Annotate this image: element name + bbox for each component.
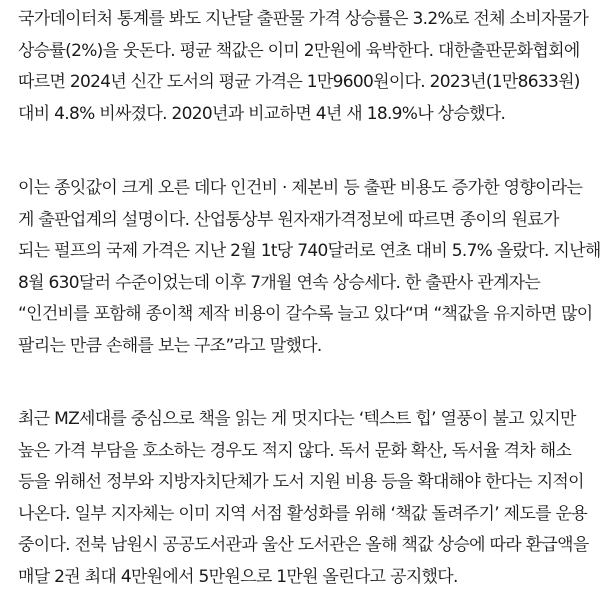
paragraph-line: 매달 2권 최대 4만원에서 5만원으로 1만원 올린다고 공지했다. — [18, 566, 458, 587]
paragraph-line: 8월 630달러 수준이었는데 이후 7개월 연속 상승세다. 한 출판사 관계자는 — [18, 272, 541, 293]
paragraph-line: 최근 MZ세대를 중심으로 책을 읽는 게 멋지다는 ‘텍스트 힙’ 열풍이 불고 있지만 — [18, 409, 576, 429]
paragraph-line: 이는 종잇값이 크게 오른 데다 인건비 · 제본비 등 출판 비용도 증가한 영향이라는 — [18, 178, 583, 198]
paragraph-line: “인건비를 포함해 종이책 제작 비용이 갈수록 늘고 있다“며 “책값을 유지하면 많이 — [18, 304, 593, 324]
paragraph-line: 높은 가격 부담을 호소하는 경우도 적지 않다. 독서 문화 확산, 독서율 격차 해소 — [18, 440, 572, 461]
paragraph-1 — [18, 4, 602, 130]
paragraph-3 — [18, 404, 602, 593]
paragraph-line: 따르면 2024년 신간 도서의 평균 가격은 1만9600원이다. 2023년(1만8633원) — [18, 72, 580, 92]
paragraph-line: 중이다. 전북 남원시 공공도서관과 울산 도서관은 올해 책값 상승에 따라 환급액을 — [18, 535, 589, 555]
paragraph-2 — [18, 173, 602, 362]
paragraph-line: 나온다. 일부 지자체는 이미 지역 서점 활성화를 위해 ‘책값 돌려주기’ 제도를 운용 — [18, 503, 587, 524]
paragraph-line: 국가데이터처 통계를 봐도 지난달 출판물 가격 상승률은 3.2%로 전체 소비자물가 — [18, 9, 589, 29]
paragraph-line: 게 출판업계의 설명이다. 산업통상부 원자재가격정보에 따르면 종이의 원료가 — [18, 209, 559, 230]
paragraph-line: 팔리는 만큼 손해를 보는 구조”라고 말했다. — [18, 335, 322, 356]
paragraph-line: 등을 위해선 정부와 지방자치단체가 도서 지원 비용 등을 확대해야 한다는 지적이 — [18, 472, 584, 492]
paragraph-line: 대비 4.8% 비싸졌다. 2020년과 비교하면 4년 새 18.9%나 상승했다. — [18, 103, 506, 124]
paragraph-line: 상승률(2%)을 웃돈다. 평균 책값은 이미 2만원에 육박한다. 대한출판문화협회에 — [18, 40, 580, 61]
paragraph-line: 되는 펄프의 국제 가격은 지난 2월 1t당 740달러로 연초 대비 5.7% 올랐다. 지난해 — [18, 241, 601, 261]
